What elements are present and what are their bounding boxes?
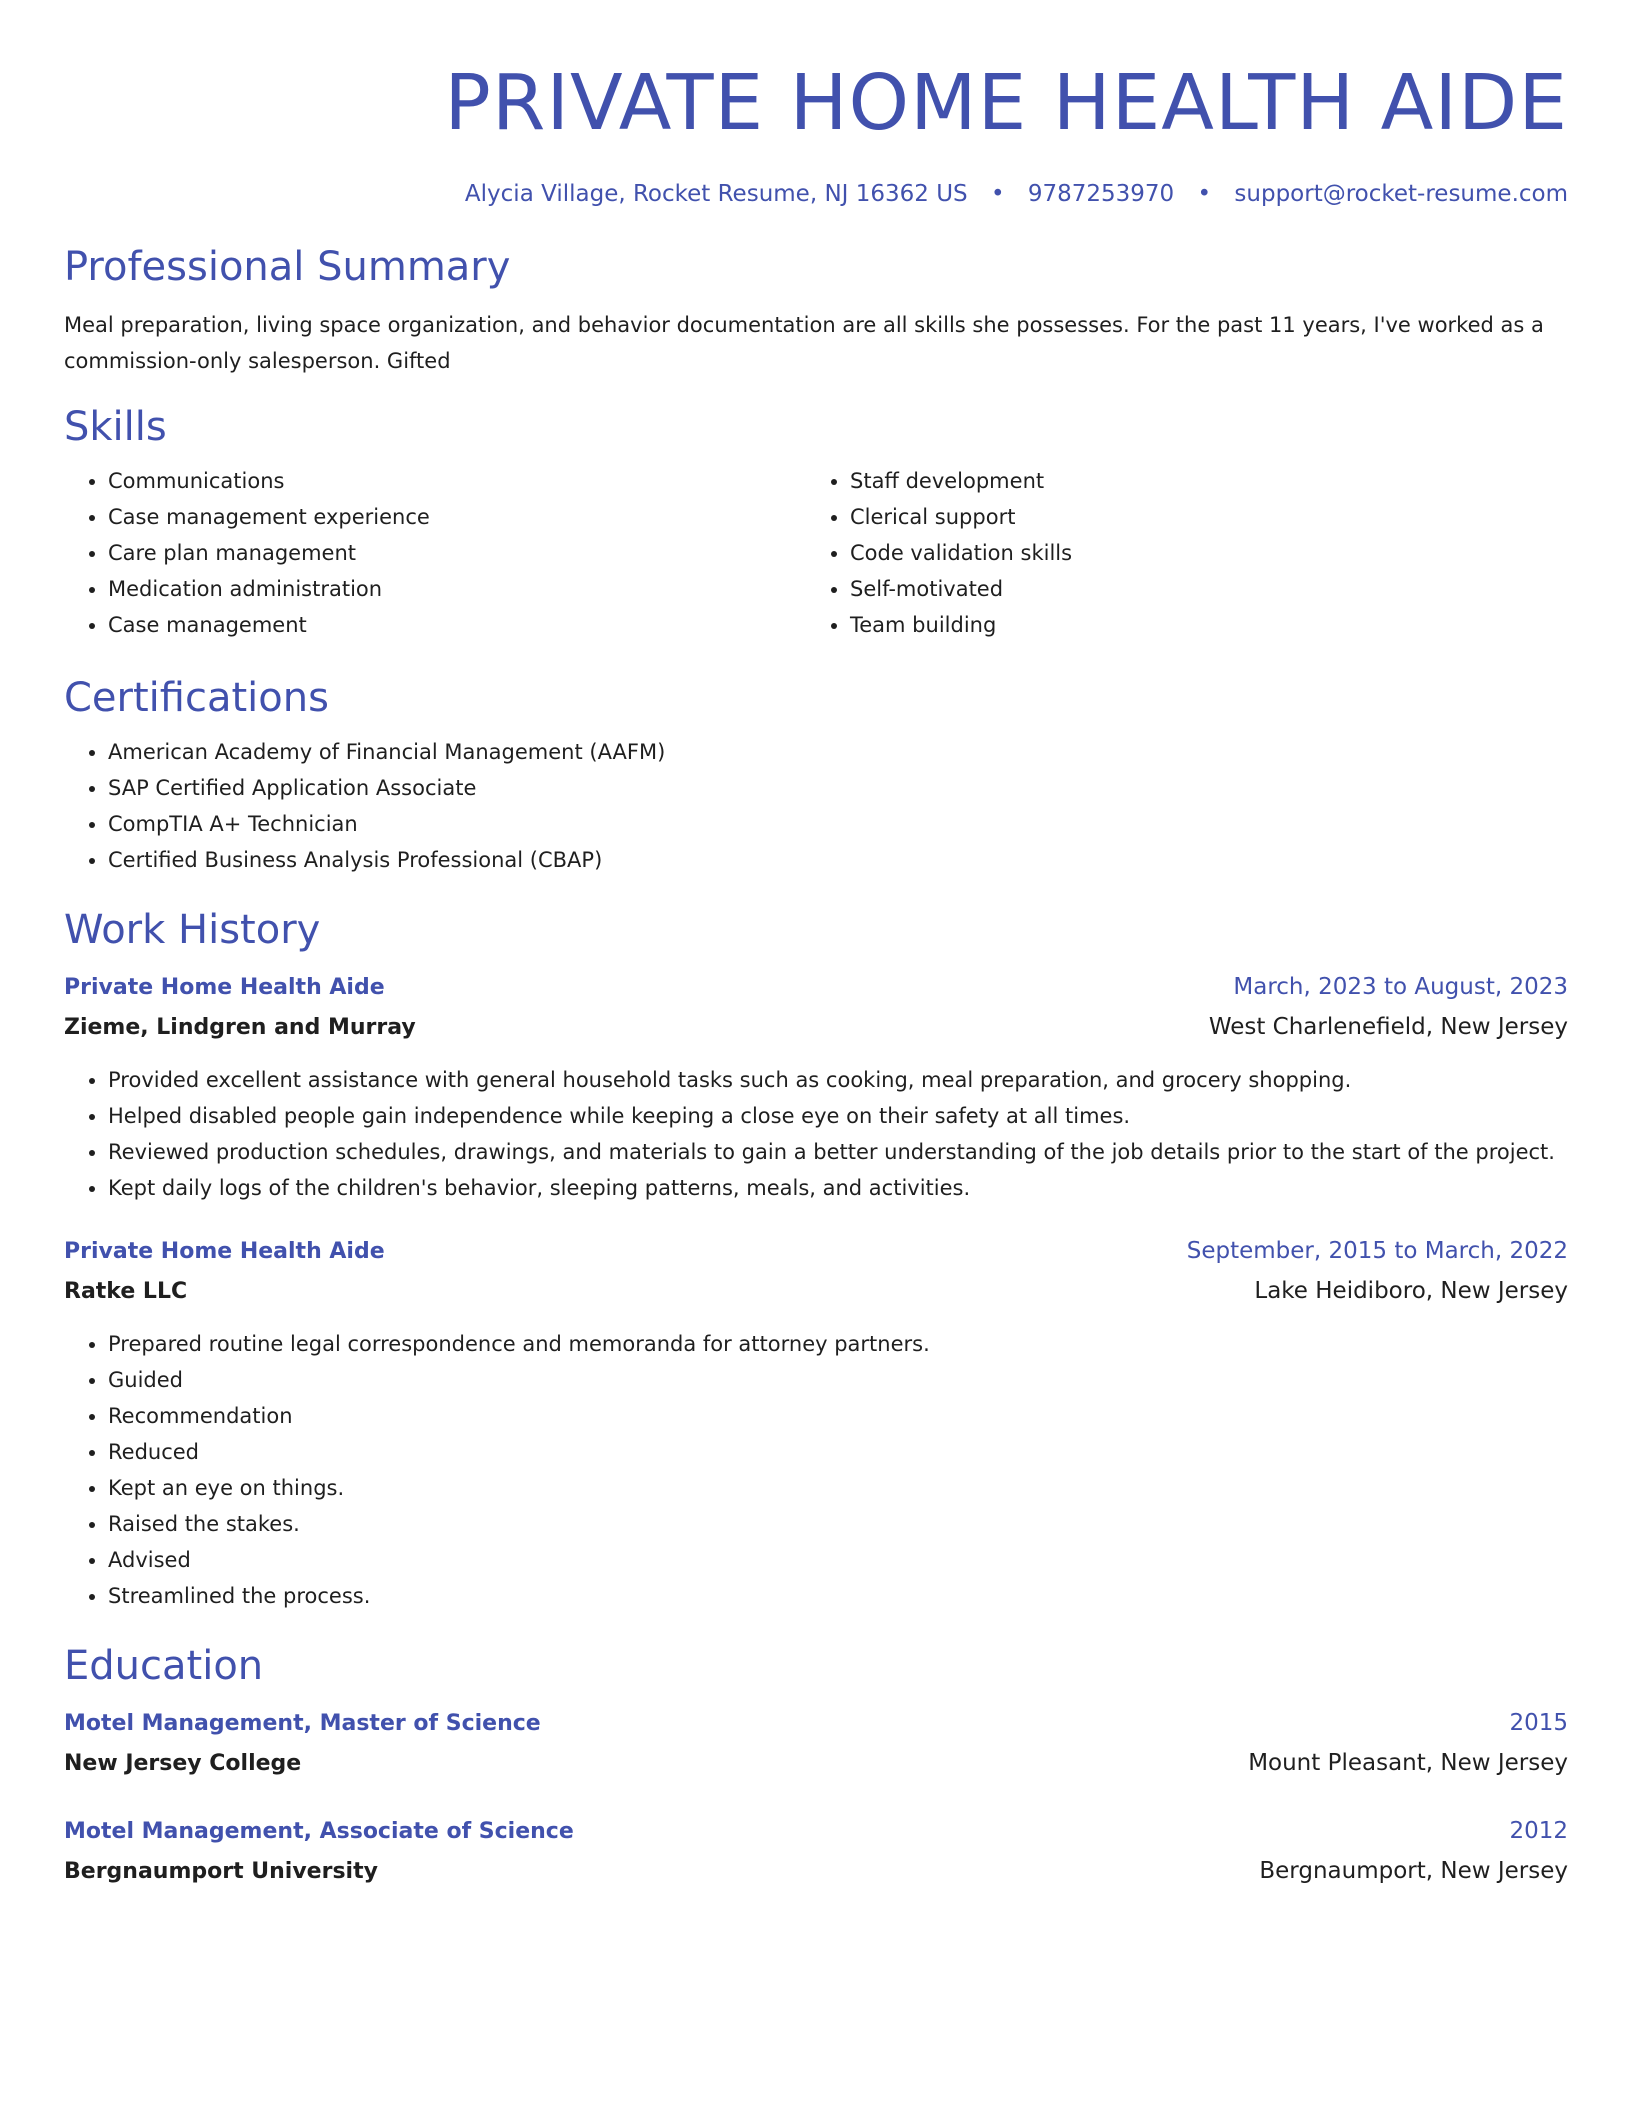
education-location: Bergnaumport, New Jersey — [1259, 1858, 1568, 1884]
education-school-row — [64, 1743, 1568, 1784]
job-dates: September, 2015 to March, 2022 — [1186, 1238, 1568, 1264]
job-duty-item: • Reduced — [108, 1434, 1568, 1470]
job-company-row — [64, 1271, 1568, 1312]
contact-address: Alycia Village, Rocket Resume, NJ 16362 US — [464, 181, 968, 207]
education-degree: Motel Management, Associate of Science — [64, 1819, 574, 1844]
skills-column-left — [64, 463, 806, 643]
skill-item: • Team building — [850, 607, 1548, 643]
job-dates: March, 2023 to August, 2023 — [1233, 974, 1568, 1000]
skills-list-left — [64, 463, 806, 643]
job-duties-list — [64, 1326, 1568, 1614]
education-degree: Motel Management, Master of Science — [64, 1711, 541, 1736]
job-duty-item: • Kept an eye on things. — [108, 1470, 1568, 1506]
job-company-row — [64, 1007, 1568, 1048]
skills-list-right — [806, 463, 1548, 643]
job-duty-item: • Kept daily logs of the children's behavior, sleeping patterns, meals, and activities. — [108, 1170, 1568, 1206]
job-duties-list — [64, 1062, 1568, 1206]
skill-item: • Clerical support — [850, 499, 1548, 535]
certification-item: • Certified Business Analysis Professional (CBAP) — [108, 842, 1568, 878]
education-year: 2015 — [1509, 1710, 1568, 1736]
job-company: Ratke LLC — [64, 1279, 188, 1304]
job-company: Zieme, Lindgren and Murray — [64, 1015, 416, 1040]
job-header-row — [64, 968, 1568, 1007]
job-entry — [64, 968, 1568, 1206]
job-title: Private Home Health Aide — [64, 975, 385, 1000]
job-duty-item: • Helped disabled people gain independence while keeping a close eye on their safety at all times. — [108, 1098, 1568, 1134]
job-duty-item: • Prepared routine legal correspondence and memoranda for attorney partners. — [108, 1326, 1568, 1362]
skill-item: • Medication administration — [108, 571, 806, 607]
education-school-row — [64, 1851, 1568, 1892]
job-location: Lake Heidiboro, New Jersey — [1254, 1278, 1568, 1304]
education-entry — [64, 1812, 1568, 1892]
certification-item: • American Academy of Financial Management (AAFM) — [108, 734, 1568, 770]
resume-title: PRIVATE HOME HEALTH AIDE — [444, 59, 1568, 148]
skill-item: • Communications — [108, 463, 806, 499]
job-duty-item: • Provided excellent assistance with general household tasks such as cooking, meal preparation, and grocery shopping. — [108, 1062, 1568, 1098]
contact-separator: • — [990, 181, 1005, 207]
skill-item: • Case management — [108, 607, 806, 643]
education-header-row — [64, 1812, 1568, 1851]
skill-item: • Self-motivated — [850, 571, 1548, 607]
skill-item: • Case management experience — [108, 499, 806, 535]
job-duty-item: • Recommendation — [108, 1398, 1568, 1434]
education-year: 2012 — [1509, 1818, 1568, 1844]
contact-separator: • — [1197, 181, 1212, 207]
job-duty-item: • Advised — [108, 1542, 1568, 1578]
education-header-row — [64, 1704, 1568, 1743]
skill-item: • Staff development — [850, 463, 1548, 499]
job-location: West Charlenefield, New Jersey — [1208, 1014, 1568, 1040]
work-history-heading: Work History — [64, 907, 321, 953]
job-duty-item: • Streamlined the process. — [108, 1578, 1568, 1614]
job-header-row — [64, 1232, 1568, 1271]
job-duty-item: • Raised the stakes. — [108, 1506, 1568, 1542]
education-entry — [64, 1704, 1568, 1784]
certification-item: • SAP Certified Application Associate — [108, 770, 1568, 806]
job-title: Private Home Health Aide — [64, 1239, 385, 1264]
summary-text: Meal preparation, living space organization, and behavior documentation are all skills she possesses. For the past 11 years, I've worked as a commission-only salesperson. Gifted — [64, 313, 1544, 373]
skill-item: • Code validation skills — [850, 535, 1548, 571]
skills-heading: Skills — [64, 404, 167, 450]
contact-phone: 9787253970 — [1027, 181, 1175, 207]
education-location: Mount Pleasant, New Jersey — [1248, 1750, 1568, 1776]
skill-item: • Care plan management — [108, 535, 806, 571]
skills-grid — [64, 463, 1568, 643]
education-heading: Education — [64, 1643, 264, 1689]
education-school: Bergnaumport University — [64, 1859, 378, 1884]
job-entry — [64, 1232, 1568, 1614]
skills-column-right — [806, 463, 1548, 643]
resume-page — [64, 0, 1568, 1892]
contact-line — [64, 178, 1568, 210]
certifications-list — [64, 734, 1568, 878]
summary-heading: Professional Summary — [64, 244, 511, 290]
job-duty-item: • Reviewed production schedules, drawings, and materials to gain a better understanding of the job details prior to the start of the project. — [108, 1134, 1568, 1170]
education-school: New Jersey College — [64, 1751, 302, 1776]
certification-item: • CompTIA A+ Technician — [108, 806, 1568, 842]
job-duty-item: • Guided — [108, 1362, 1568, 1398]
certifications-heading: Certifications — [64, 675, 329, 721]
contact-email: support@rocket-resume.com — [1234, 181, 1568, 207]
